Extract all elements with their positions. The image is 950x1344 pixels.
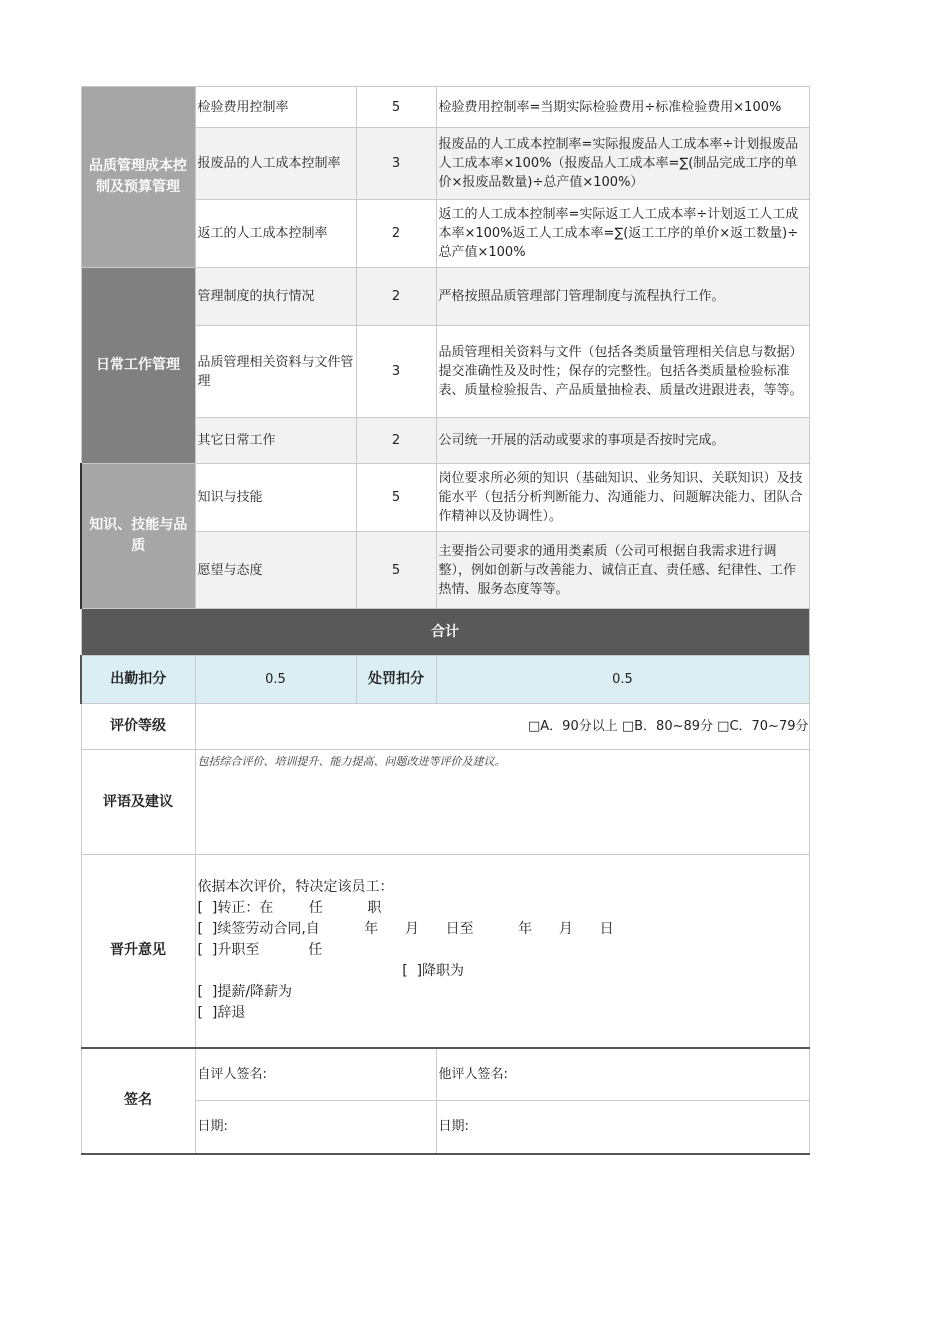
attendance-deduction-label: 出勤扣分 xyxy=(81,656,195,704)
self-date-field[interactable]: 日期: xyxy=(195,1101,436,1154)
promotion-line: [ ]升职至 任 xyxy=(197,942,323,959)
other-signature-field[interactable]: 他评人签名: xyxy=(436,1048,809,1101)
item-score: 2 xyxy=(356,268,436,326)
item-name: 检验费用控制率 xyxy=(195,87,356,128)
comments-field[interactable]: 包括综合评价、培训提升、能力提高、问题改进等评价及建议。 xyxy=(195,750,809,855)
other-date-field[interactable]: 日期: xyxy=(436,1101,809,1154)
item-description: 岗位要求所必须的知识（基础知识、业务知识、关联知识）及技能水平（包括分析判断能力、沟通能力、问题解决能力、团队合作精神以及协调性）。 xyxy=(436,464,809,532)
item-score: 3 xyxy=(356,128,436,200)
item-description: 品质管理相关资料与文件（包括各类质量管理相关信息与数据）提交准确性及及时性；保存的完整性。包括各类质量检验标准表、质量检验报告、产品质量抽检表、质量改进跟进表，等等。 xyxy=(436,326,809,418)
category-skills: 知识、技能与品质 xyxy=(81,464,195,609)
table-row xyxy=(81,268,809,326)
item-description: 检验费用控制率=当期实际检验费用÷标准检验费用×100% xyxy=(436,87,809,128)
promotion-line: [ ]降职为 xyxy=(197,963,465,980)
item-name: 知识与技能 xyxy=(195,464,356,532)
comments-row xyxy=(81,750,809,855)
item-score: 3 xyxy=(356,326,436,418)
total-label: 合计 xyxy=(81,609,809,656)
attendance-deduction-value[interactable]: 0.5 xyxy=(195,656,356,704)
promotion-line: [ ]续签劳动合同,自 年 月 日至 年 月 日 xyxy=(197,921,614,938)
kpi-table xyxy=(80,86,810,1155)
promotion-row xyxy=(81,855,809,1048)
item-name: 其它日常工作 xyxy=(195,418,356,464)
item-score: 5 xyxy=(356,532,436,609)
item-name: 报废品的人工成本控制率 xyxy=(195,128,356,200)
item-score: 2 xyxy=(356,418,436,464)
self-signature-field[interactable]: 自评人签名: xyxy=(195,1048,436,1101)
promotion-line: [ ]转正：在 任 职 xyxy=(197,900,382,917)
item-name: 愿望与态度 xyxy=(195,532,356,609)
item-name: 品质管理相关资料与文件管理 xyxy=(195,326,356,418)
item-score: 5 xyxy=(356,464,436,532)
promotion-line: [ ]辞退 xyxy=(197,1005,246,1022)
promotion-line: 依据本次评价，特决定该员工： xyxy=(197,879,394,896)
item-name: 管理制度的执行情况 xyxy=(195,268,356,326)
item-description: 主要指公司要求的通用类素质（公司可根据自我需求进行调整），例如创新与改善能力、诚信正直、责任感、纪律性、工作热情、服务态度等等。 xyxy=(436,532,809,609)
item-description: 公司统一开展的活动或要求的事项是否按时完成。 xyxy=(436,418,809,464)
item-score: 5 xyxy=(356,87,436,128)
total-row xyxy=(81,609,809,656)
category-daily-work: 日常工作管理 xyxy=(81,268,195,464)
deduction-row xyxy=(81,656,809,704)
grade-row xyxy=(81,704,809,750)
item-description: 返工的人工成本控制率=实际返工人工成本率÷计划返工人工成本率×100%返工人工成本率=∑(返工工序的单价×返工数量)÷总产值×100% xyxy=(436,200,809,268)
penalty-deduction-label: 处罚扣分 xyxy=(356,656,436,704)
item-description: 严格按照品质管理部门管理制度与流程执行工作。 xyxy=(436,268,809,326)
comments-label: 评语及建议 xyxy=(81,750,195,855)
promotion-options[interactable] xyxy=(195,855,809,1048)
evaluation-form xyxy=(80,86,808,1155)
item-description: 报废品的人工成本控制率=实际报废品人工成本率÷计划报废品人工成本率×100%（报废品人工成本率=∑(制品完成工序的单价×报废品数量)÷总产值×100%） xyxy=(436,128,809,200)
table-row xyxy=(81,464,809,532)
item-name: 返工的人工成本控制率 xyxy=(195,200,356,268)
item-score: 2 xyxy=(356,200,436,268)
promotion-line: [ ]提薪/降薪为 xyxy=(197,984,293,1001)
signature-row xyxy=(81,1048,809,1101)
penalty-deduction-value[interactable]: 0.5 xyxy=(436,656,809,704)
signature-label: 签名 xyxy=(81,1048,195,1154)
category-cost-control: 品质管理成本控制及预算管理 xyxy=(81,87,195,268)
promotion-label: 晋升意见 xyxy=(81,855,195,1048)
grade-label: 评价等级 xyxy=(81,704,195,750)
table-row xyxy=(81,87,809,128)
grade-options[interactable]: □A．90分以上 □B．80~89分 □C．70~79分 xyxy=(195,704,809,750)
